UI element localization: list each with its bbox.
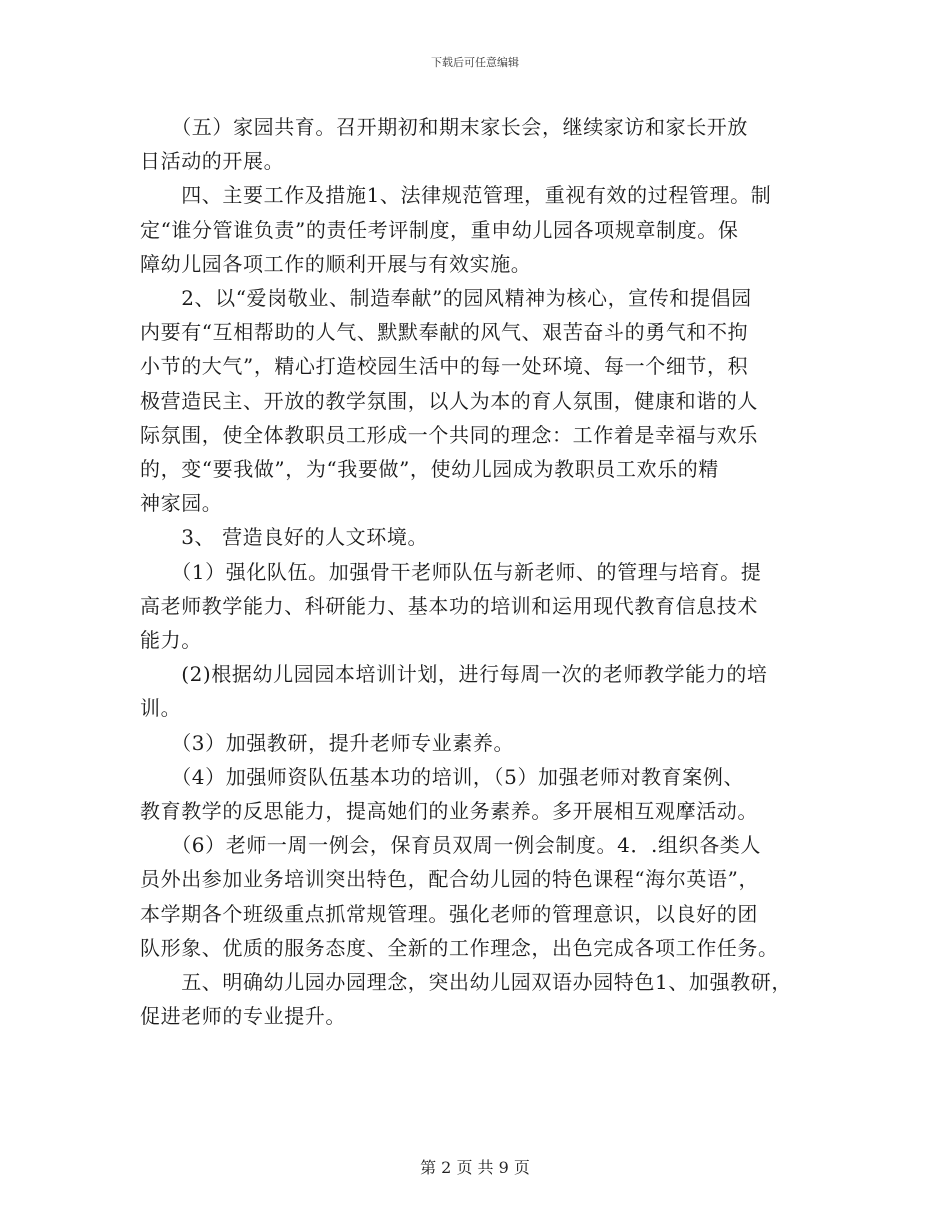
text-line: 训。 <box>140 696 182 721</box>
text-line: 的，变“要我做”，为“我要做”，使幼儿园成为教职员工欢乐的精 <box>140 457 719 482</box>
page-footer: 第 2 页 共 9 页 <box>420 1158 530 1177</box>
text-line: 能力。 <box>140 628 202 653</box>
text-line: （6）老师一周一例会，保育员双周一例会制度。4．.组织各类人 <box>140 833 762 858</box>
text-line: （3）加强教研，提升老师专业素养。 <box>140 730 515 755</box>
text-line: 2、以“爱岗敬业、制造奉献”的园风精神为核心，宣传和提倡园 <box>140 286 752 311</box>
text-line: 神家园。 <box>140 491 223 516</box>
text-line: 四、主要工作及措施1、法律规范管理，重视有效的过程管理。制 <box>140 183 772 208</box>
text-line: 日活动的开展。 <box>140 149 285 174</box>
text-line: (2)根据幼儿园园本培训计划，进行每周一次的老师教学能力的培 <box>140 662 768 687</box>
text-line: 内要有“互相帮助的人气、默默奉献的风气、艰苦奋斗的勇气和不拘 <box>140 320 749 345</box>
page-header: 下载后可任意编辑 <box>431 56 519 69</box>
document-body <box>140 110 820 1033</box>
text-line: 五、明确幼儿园办园理念，突出幼儿园双语办园特色1、加强教研， <box>140 970 792 995</box>
text-line: 小节的大气”，精心打造校园生活中的每一处环境、每一个细节，积 <box>140 354 749 379</box>
text-line: 障幼儿园各项工作的顺利开展与有效实施。 <box>140 251 532 276</box>
text-line: 促进老师的专业提升。 <box>140 1004 346 1029</box>
text-line: 高老师教学能力、科研能力、基本功的培训和运用现代教育信息技术 <box>140 593 758 618</box>
text-line: 队形象、优质的服务态度、全新的工作理念，出色完成各项工作任务。 <box>140 935 779 960</box>
text-line: 教育教学的反思能力，提高她们的业务素养。多开展相互观摩活动。 <box>140 799 758 824</box>
text-line: 3、 营造良好的人文环境。 <box>140 525 429 550</box>
text-line: 员外出参加业务培训突出特色，配合幼儿园的特色课程“海尔英语”， <box>140 867 760 892</box>
text-line: 际氛围，使全体教职员工形成一个共同的理念：工作着是幸福与欢乐 <box>140 422 758 447</box>
text-line: （五）家园共育。召开期初和期末家长会，继续家访和家长开放 <box>140 115 748 139</box>
text-line: （4）加强师资队伍基本功的培训，（5）加强老师对教育案例、 <box>140 764 745 789</box>
text-line: 本学期各个班级重点抓常规管理。强化老师的管理意识，以良好的团 <box>140 901 758 926</box>
text-line: 定“谁分管谁负责”的责任考评制度，重申幼儿园各项规章制度。保 <box>140 217 739 242</box>
text-line: 极营造民主、开放的教学氛围，以人为本的育人氛围，健康和谐的人 <box>140 388 758 413</box>
text-line: （1）强化队伍。加强骨干老师队伍与新老师、的管理与培育。提 <box>140 559 762 584</box>
